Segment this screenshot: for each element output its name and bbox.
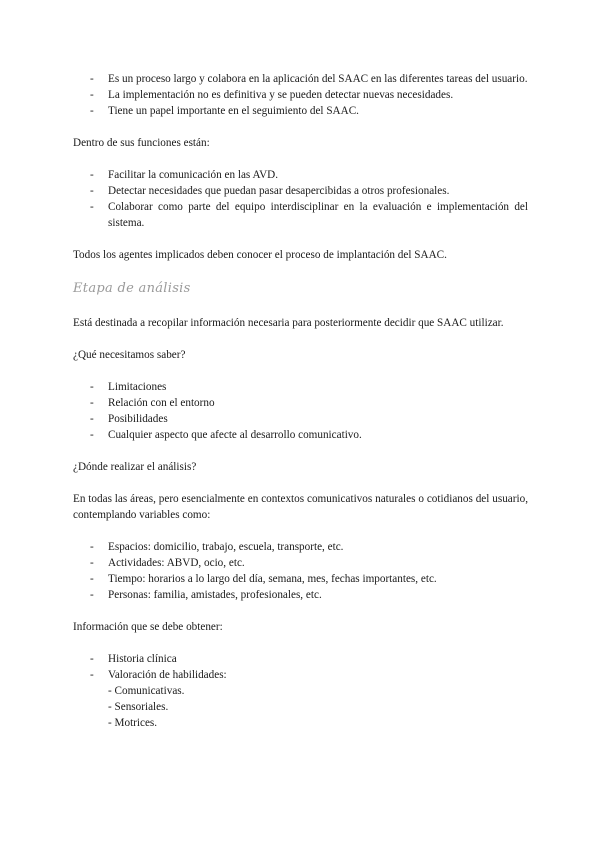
variables-list [73,539,528,603]
list-item [73,411,528,427]
dash-bullet: - [90,653,94,665]
list-item-text: Relación con el entorno [108,397,215,409]
question-know: ¿Qué necesitamos saber? [73,349,186,361]
sublist-item: - Motrices. [108,717,158,729]
question-where: ¿Dónde realizar el análisis? [73,461,197,473]
list-item [73,199,528,231]
list-item [73,167,528,183]
list-item [73,539,528,555]
list-item [73,395,528,411]
dash-bullet: - [90,429,94,441]
list-item [73,103,528,119]
document-body [73,71,528,731]
where-text: En todas las áreas, pero esencialmente en contextos comunicativos naturales o cotidianos del usuario, contemplando variables como: [73,493,528,521]
list-item [73,555,528,571]
list-item-text: Valoración de habilidades: [108,669,227,681]
list-item-text: Historia clínica [108,653,177,665]
functions-intro: Dentro de sus funciones están: [73,137,210,149]
dash-bullet: - [90,541,94,553]
list-item-text: Personas: familia, amistades, profesionales, etc. [108,589,322,601]
list-item-text: Tiempo: horarios a lo largo del día, semana, mes, fechas importantes, etc. [108,573,437,585]
skills-sublist [108,683,528,731]
section-heading: Etapa de análisis [73,281,191,296]
analysis-intro: Está destinada a recopilar información necesaria para posteriormente decidir que SAAC utilizar. [73,317,504,329]
dash-bullet: - [90,201,94,213]
list-item [73,651,528,667]
list-item-text: Limitaciones [108,381,167,393]
list-item-text: Es un proceso largo y colabora en la aplicación del SAAC en las diferentes tareas del usuario. [108,73,528,85]
list-item [73,183,528,199]
know-list [73,379,528,443]
list-item-text: Espacios: domicilio, trabajo, escuela, transporte, etc. [108,541,344,553]
dash-bullet: - [90,589,94,601]
dash-bullet: - [90,413,94,425]
dash-bullet: - [90,89,94,101]
list-item-text: Tiene un papel importante en el seguimiento del SAAC. [108,105,359,117]
dash-bullet: - [90,669,94,681]
agents-note: Todos los agentes implicados deben conocer el proceso de implantación del SAAC. [73,249,447,261]
intro-list [73,71,528,119]
functions-list [73,167,528,231]
sublist-item: - Sensoriales. [108,701,169,713]
list-item-text: Actividades: ABVD, ocio, etc. [108,557,245,569]
list-item [73,87,528,103]
dash-bullet: - [90,105,94,117]
dash-bullet: - [90,185,94,197]
sublist-item: - Comunicativas. [108,685,185,697]
list-item-text: Facilitar la comunicación en las AVD. [108,169,279,181]
list-item-text: La implementación no es definitiva y se pueden detectar nuevas necesidades. [108,89,454,101]
list-item-text: Cualquier aspecto que afecte al desarrollo comunicativo. [108,429,362,441]
info-intro: Información que se debe obtener: [73,621,223,633]
list-item [73,587,528,603]
list-item-text: Colaborar como parte del equipo interdisciplinar en la evaluación e implementación del sistema. [108,201,528,229]
dash-bullet: - [90,557,94,569]
info-list [73,651,528,731]
dash-bullet: - [90,169,94,181]
dash-bullet: - [90,397,94,409]
list-item [73,427,528,443]
list-item-text: Posibilidades [108,413,168,425]
list-item [73,571,528,587]
dash-bullet: - [90,73,94,85]
list-item [73,71,528,87]
list-item [73,379,528,395]
dash-bullet: - [90,573,94,585]
dash-bullet: - [90,381,94,393]
list-item-text: Detectar necesidades que puedan pasar desapercibidas a otros profesionales. [108,185,450,197]
list-item [73,667,528,731]
